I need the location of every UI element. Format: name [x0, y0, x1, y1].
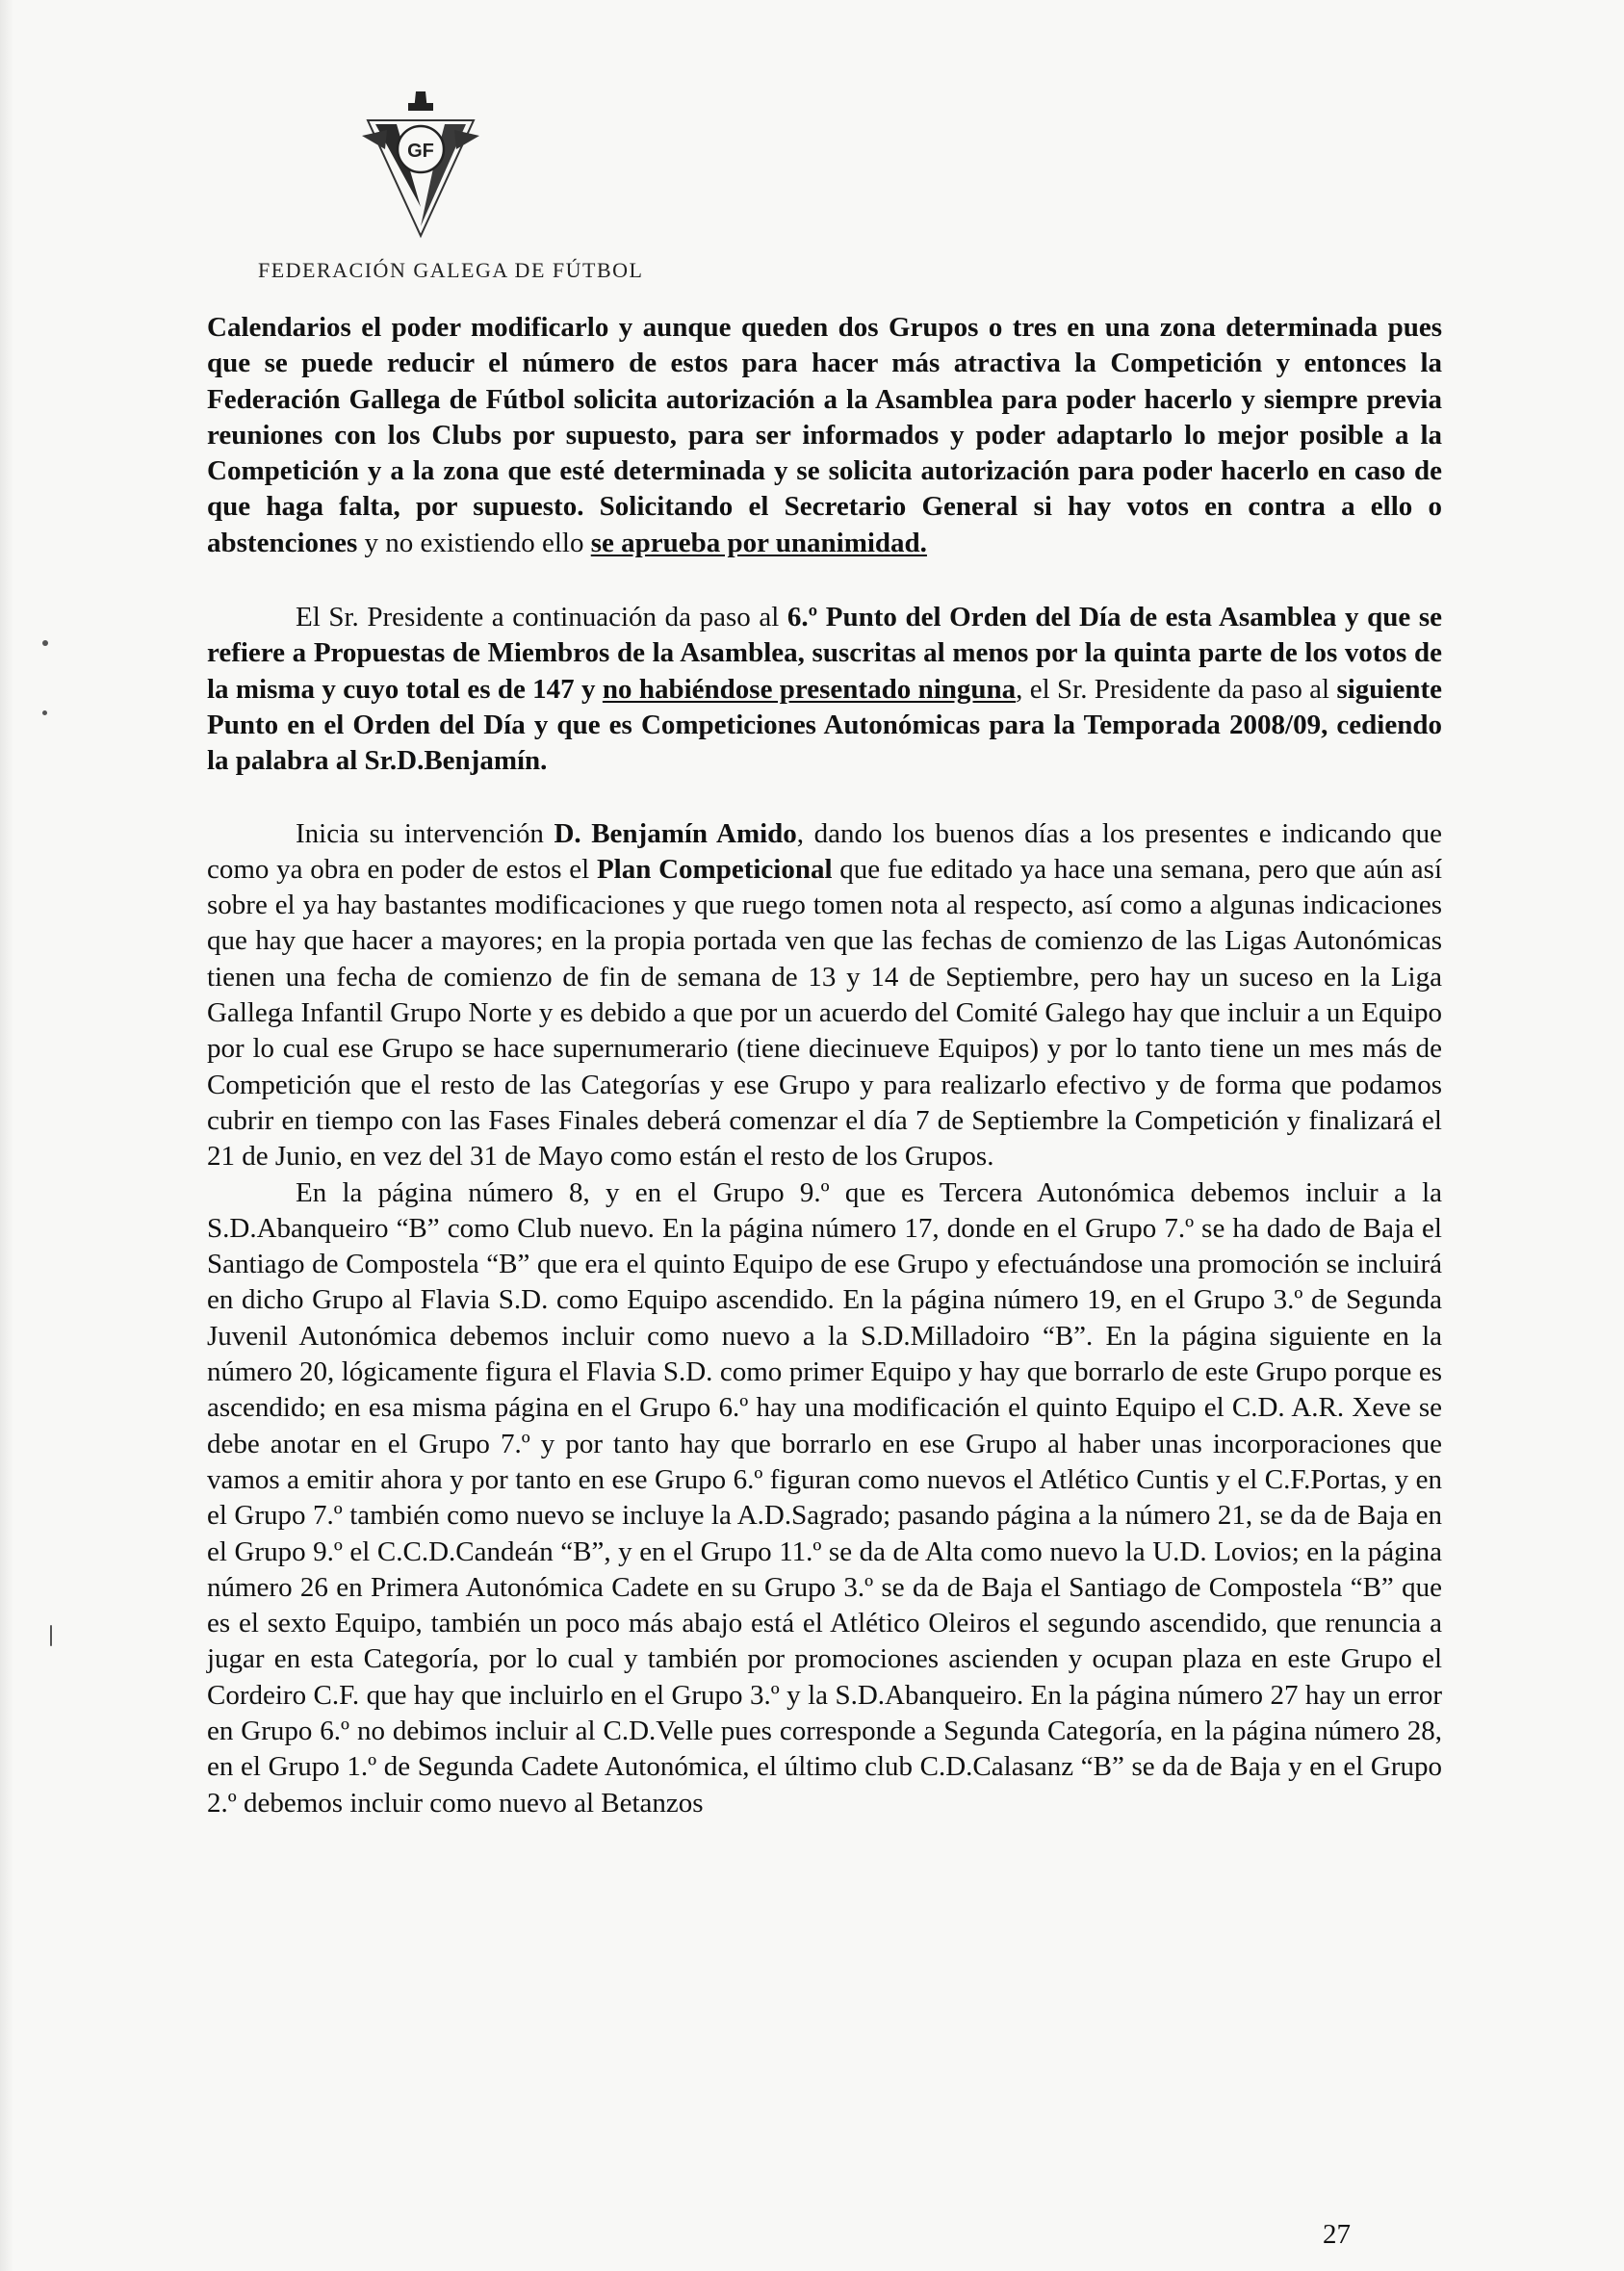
federation-logo: [358, 91, 483, 245]
para1-text: Calendarios el poder modificarlo y aunque queden dos Grupos o tres en una zona determinada pues que se puede reducir el número de estos para hacer más atractiva la Competición y entonces la Federación Gallega de Fútbol solicita autorización a la Asamblea para poder hacerlo y siempre previa reuniones con los Clubs por supuesto, para ser informados y poder adaptarlo lo mejor posible a la Competición y a la zona que esté determinada y se solicita autorización para poder hacerlo en caso de que haga falta, por supuesto. Solicitando el Secretario General si hay votos en contra a ello o abstenciones: [207, 312, 1442, 558]
margin-dot: [42, 710, 47, 715]
para2-s4: , el Sr. Presidente da paso al: [1016, 673, 1337, 705]
para4-text: En la página número 8, y en el Grupo 9.º que es Tercera Autonómica debemos incluir a la S.D.Abanqueiro “B” como Club nuevo. En la página número 17, donde en el Grupo 7.º se ha dado de Baja el Santiago de Compostela “B” que era el quinto Equipo de ese Grupo y efectuándose una promoción se incluirá en dicho Grupo al Flavia S.D. como Equipo ascendido. En la página número 19, en el Grupo 3.º de Segunda Juvenil Autonómica debemos incluir como nuevo a la S.D.Milladoiro “B”. En la página siguiente en la número 20, lógicamente figura el Flavia S.D. como primer Equipo y hay que borrarlo de este Grupo porque es ascendido; en esa misma página en el Grupo 6.º hay una modificación el quinto Equipo el C.D. A.R. Xeve se debe anotar en el Grupo 7.º y por tanto hay que borrarlo en ese Grupo al haber unas incorporaciones que vamos a emitir ahora y por tanto en ese Grupo 6.º figuran como nuevos el Atlético Cuntis y el C.F.Portas, y en el Grupo 7.º también como nuevo se incluye la A.D.Sagrado; pasando página a la número 21, se da de Baja en el Grupo 9.º el C.C.D.Candeán “B”, y en el Grupo 11.º se da de Alta como nuevo la U.D. Lovios; en la página número 26 en Primera Autonómica Cadete en su Grupo 3.º se da de Baja el Santiago de Compostela “B” que es el sexto Equipo, también un poco más abajo está el Atlético Oleiros el segundo ascendido, que renuncia a jugar en esta Categoría, por lo cual y también por promociones ascienden y ocupan plaza en este Grupo el Cordeiro C.F. que hay que incluirlo en el Grupo 3.º y la S.D.Abanqueiro. En la página número 27 hay un error en Grupo 6.º no debimos incluir al C.D.Velle pues corresponde a Segunda Categoría, en la página número 28, en el Grupo 1.º de Segunda Cadete Autonómica, el último club C.D.Calasanz “B” se da de Baja y en el Grupo 2.º debemos incluir como nuevo al Betanzos: [207, 1176, 1442, 1819]
para3-s3: , dando los buenos días a los presentes e indicando que como ya obra en poder de estos el: [207, 817, 1442, 885]
approval-text: se aprueba por unanimidad.: [590, 527, 927, 558]
margin-mark: [50, 1625, 52, 1646]
margin-dot: [42, 640, 48, 646]
paragraph-punto-6: [207, 600, 1442, 779]
paragraph-paginas: [207, 1175, 1442, 1821]
para2-s3: no habiéndose presentado ninguna: [602, 673, 1017, 705]
para3-s5: que fue editado ya hace una semana, pero que aún así sobre el ya hay bastantes modificaciones y que ruego tomen nota al respecto, así como a algunas indicaciones que hay que hacer a mayores; en la propia portada ven que las fechas de comienzo de las Ligas Autonómicas tienen una fecha de comienzo de fin de semana de 13 y 14 de Septiembre, pero hay un suceso en la Liga Gallega Infantil Grupo Norte y es debido a que por un acuerdo del Comité Galego hay que incluir a un Equipo por lo cual ese Grupo se hace supernumerario (tiene diecinueve Equipos) y por lo tanto tiene un mes más de Competición que el resto de las Categorías y ese Grupo y para realizarlo efectivo y de forma que podamos cubrir en tiempo con las Fases Finales deberá comenzar el día 7 de Septiembre la Competición y finalizará el 21 de Junio, en vez del 31 de Mayo como están el resto de los Grupos.: [207, 853, 1443, 1173]
para1-normal: y no existiendo ello: [357, 527, 591, 558]
para3-s2: D. Benjamín Amido: [554, 817, 797, 849]
paragraph-calendarios: [207, 310, 1442, 561]
paragraph-intervencion: [207, 816, 1442, 1175]
para2-s1: El Sr. Presidente a continuación da paso al: [296, 602, 787, 633]
document-body: [207, 310, 1442, 1821]
scan-edge: [0, 0, 13, 2271]
organization-name: FEDERACIÓN GALEGA DE FÚTBOL: [258, 258, 644, 282]
logo-initials: GF: [407, 141, 434, 162]
para3-s4: Plan Competicional: [596, 853, 833, 885]
page-number: 27: [1323, 2219, 1351, 2250]
para3-s1: Inicia su intervención: [296, 817, 554, 849]
para2-s2: 6.º Punto del Orden del Día de esta Asamblea y que se refiere a Propuestas de Miembros de la Asamblea, suscritas al menos por la quinta parte de los votos de la misma y cuyo total es de 147 y: [207, 602, 1442, 705]
para2-s5: siguiente Punto en el Orden del Día y que es Competiciones Autonómicas para la Temporada 2008/09, cediendo la palabra al Sr.D.Benjamín.: [207, 673, 1443, 777]
